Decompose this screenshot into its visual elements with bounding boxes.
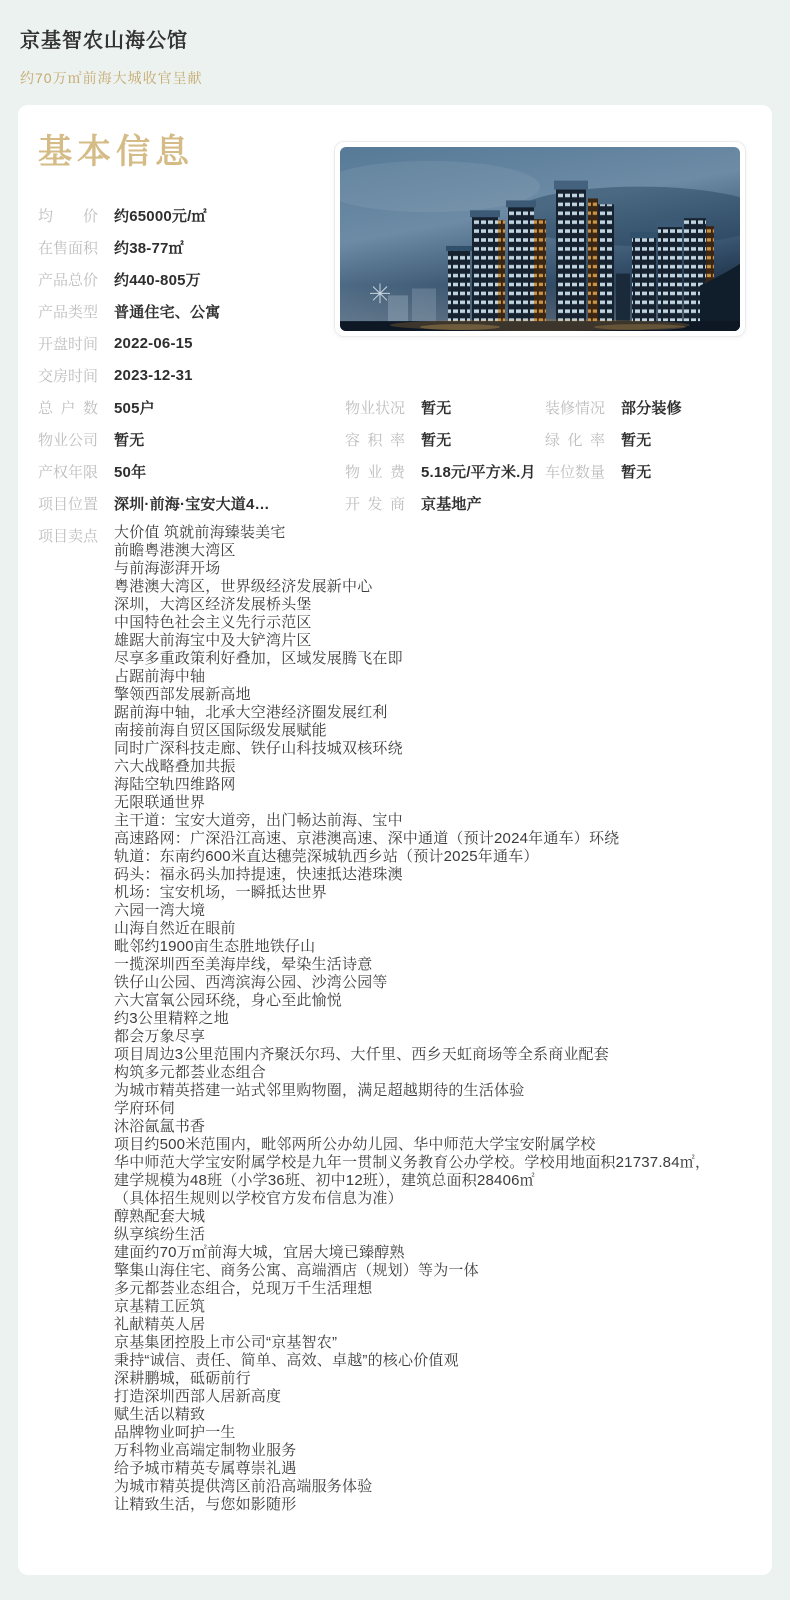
selling-point-line: 打造深圳西部人居新高度 [114,1388,282,1405]
selling-point-line: 机场：宝安机场，一瞬抵达世界 [114,884,327,901]
selling-point-line: 一揽深圳西至美海岸线，晕染生活诗意 [114,956,373,973]
info-label: 总户数 [38,399,98,417]
info-row [345,423,545,455]
selling-point-line: 同时广深科技走廊、铁仔山科技城双核环绕 [114,740,403,757]
info-value: 深圳·前海·宝安大道4… [114,495,270,513]
info-row [38,327,343,359]
selling-point-line: 秉持“诚信、责任、简单、高效、卓越”的核心价值观 [114,1352,459,1369]
info-row [38,199,343,231]
info-row [38,423,345,455]
selling-point-line: （具体招生规则以学校官方发布信息为准） [114,1190,403,1207]
info-label: 均价 [38,207,98,225]
selling-point-line: 构筑多元都荟业态组合 [114,1064,267,1081]
page-header [0,0,790,88]
selling-point-line: 南接前海自贸区国际级发展赋能 [114,722,327,739]
selling-point-line: 与前海澎湃开场 [114,560,221,577]
selling-point-line: 都会万象尽享 [114,1028,206,1045]
info-row [38,391,345,423]
selling-point-line: 为城市精英搭建一站式邻里购物圈，满足超越期待的生活体验 [114,1082,525,1099]
selling-point-line: 让精致生活，与您如影随形 [114,1496,297,1513]
primary-info-list [38,199,343,391]
info-label: 装修情况 [545,399,606,417]
selling-point-line: 六大战略叠加共振 [114,758,236,775]
selling-point-line: 深圳，大湾区经济发展桥头堡 [114,596,312,613]
selling-point-line: 深耕鹏城，砥砺前行 [114,1370,251,1387]
selling-point-line: 铁仔山公园、西湾滨海公园、沙湾公园等 [114,974,388,991]
info-row [545,455,752,487]
secondary-info-grid [38,391,752,519]
selling-point-line: 轨道：东南约600米直达穗莞深城轨西乡站（预计2025年通车） [114,848,539,865]
info-value: 暂无 [621,463,652,481]
selling-point-line: 华中师范大学宝安附属学校是九年一贯制义务教育公办学校。学校用地面积21737.84㎡， [114,1154,711,1171]
info-label: 容积率 [345,431,405,449]
selling-point-line: 学府环伺 [114,1100,175,1117]
selling-point-line: 海陆空轨四维路网 [114,776,236,793]
info-label: 交房时间 [38,367,99,385]
selling-point-line: 多元都荟业态组合，兑现万千生活理想 [114,1280,373,1297]
selling-point-line: 京基精工匠筑 [114,1298,206,1315]
selling-point-line: 项目周边3公里范围内齐聚沃尔玛、大仟里、西乡天虹商场等全系商业配套 [114,1046,609,1063]
info-label: 产权年限 [38,463,99,481]
info-label: 物业状况 [345,399,406,417]
selling-point-line: 项目约500米范围内，毗邻两所公办幼儿园、华中师范大学宝安附属学校 [114,1136,596,1153]
info-value: 2023-12-31 [114,366,193,384]
info-value: 暂无 [421,399,452,417]
selling-point-line: 品牌物业呵护一生 [114,1424,236,1441]
info-label: 产品总价 [38,271,99,289]
selling-point-line: 擎领西部发展新高地 [114,686,251,703]
info-label: 物业公司 [38,431,99,449]
selling-point-line: 建学规模为48班（小学36班、初中12班），建筑总面积28406㎡ [114,1172,535,1189]
selling-point-line: 尽享多重政策利好叠加，区域发展腾飞在即 [114,650,403,667]
info-label: 物业费 [345,463,405,481]
selling-point-line: 码头：福永码头加持提速，快速抵达港珠澳 [114,866,403,883]
selling-point-line: 粤港澳大湾区，世界级经济发展新中心 [114,578,373,595]
selling-point-line: 大价值 筑就前海臻装美宅 [114,524,286,541]
info-row [345,391,545,423]
info-value: 京基地产 [421,495,482,513]
selling-point-line: 万科物业高端定制物业服务 [114,1442,297,1459]
info-value: 约65000元/㎡ [114,207,207,225]
info-row [545,391,752,423]
page-subtitle: 约70万㎡前海大城收官呈献 [20,70,203,86]
selling-point-line: 约3公里精粹之地 [114,1010,229,1027]
info-row [38,231,343,263]
selling-point-line: 建面约70万㎡前海大城，宜居大境已臻醇熟 [114,1244,405,1261]
info-row [545,487,752,519]
page-title: 京基智农山海公馆 [20,30,188,52]
info-row [345,455,545,487]
selling-points-label: 项目卖点 [38,528,99,545]
selling-point-line: 醇熟配套大城 [114,1208,206,1225]
selling-point-line: 高速路网：广深沿江高速、京港澳高速、深中通道（预计2024年通车）环绕 [114,830,620,847]
info-label: 绿化率 [545,431,605,449]
info-row [545,423,752,455]
selling-point-line: 前瞻粤港澳大湾区 [114,542,236,559]
selling-point-line: 礼献精英人居 [114,1316,206,1333]
info-value: 505户 [114,399,155,417]
selling-point-line: 毗邻约1900亩生态胜地铁仔山 [114,938,316,955]
info-value: 暂无 [421,431,452,449]
selling-point-line: 六大富氧公园环绕，身心至此愉悦 [114,992,343,1009]
info-row [38,487,345,519]
info-value: 约38-77㎡ [114,239,184,257]
info-row [38,295,343,327]
selling-point-line: 纵享缤纷生活 [114,1226,206,1243]
info-label: 产品类型 [38,303,99,321]
selling-point-lines [114,524,710,1514]
info-row [38,455,345,487]
info-value: 约440-805万 [114,271,201,289]
info-row [38,359,343,391]
selling-point-line: 沐浴氤氲书香 [114,1118,206,1135]
selling-point-line: 雄踞大前海宝中及大铲湾片区 [114,632,312,649]
selling-point-line: 赋生活以精致 [114,1406,206,1423]
info-label: 在售面积 [38,239,99,257]
property-photo-illustration [340,147,740,331]
basic-info-card [18,105,772,1575]
selling-point-line: 踞前海中轴，北承大空港经济圈发展红利 [114,704,388,721]
info-value: 2022-06-15 [114,334,193,352]
info-value: 普通住宅、公寓 [114,303,221,321]
section-title: 基本信息 [38,133,194,171]
selling-point-line: 为城市精英提供湾区前沿高端服务体验 [114,1478,373,1495]
selling-point-line: 无限联通世界 [114,794,206,811]
info-value: 暂无 [114,431,145,449]
selling-point-line: 主干道：宝安大道旁，出门畅达前海、宝中 [114,812,403,829]
info-value: 5.18元/平方米.月 [421,463,536,481]
info-label: 车位数量 [545,463,606,481]
selling-point-line: 京基集团控股上市公司“京基智农” [114,1334,338,1351]
selling-point-line: 山海自然近在眼前 [114,920,236,937]
selling-point-line: 占踞前海中轴 [114,668,206,685]
selling-point-line: 中国特色社会主义先行示范区 [114,614,312,631]
info-row [345,487,545,519]
info-value: 部分装修 [621,399,682,417]
info-label: 项目位置 [38,495,99,513]
info-value: 暂无 [621,431,652,449]
selling-point-line: 给予城市精英专属尊崇礼遇 [114,1460,297,1477]
selling-point-line: 擎集山海住宅、商务公寓、高端酒店（规划）等为一体 [114,1262,479,1279]
info-row [38,263,343,295]
info-label: 开发商 [345,495,405,513]
info-label: 开盘时间 [38,335,99,353]
selling-points-section [38,524,752,1514]
info-value: 50年 [114,463,147,481]
property-photo[interactable] [334,141,746,337]
selling-point-line: 六园一湾大境 [114,902,206,919]
